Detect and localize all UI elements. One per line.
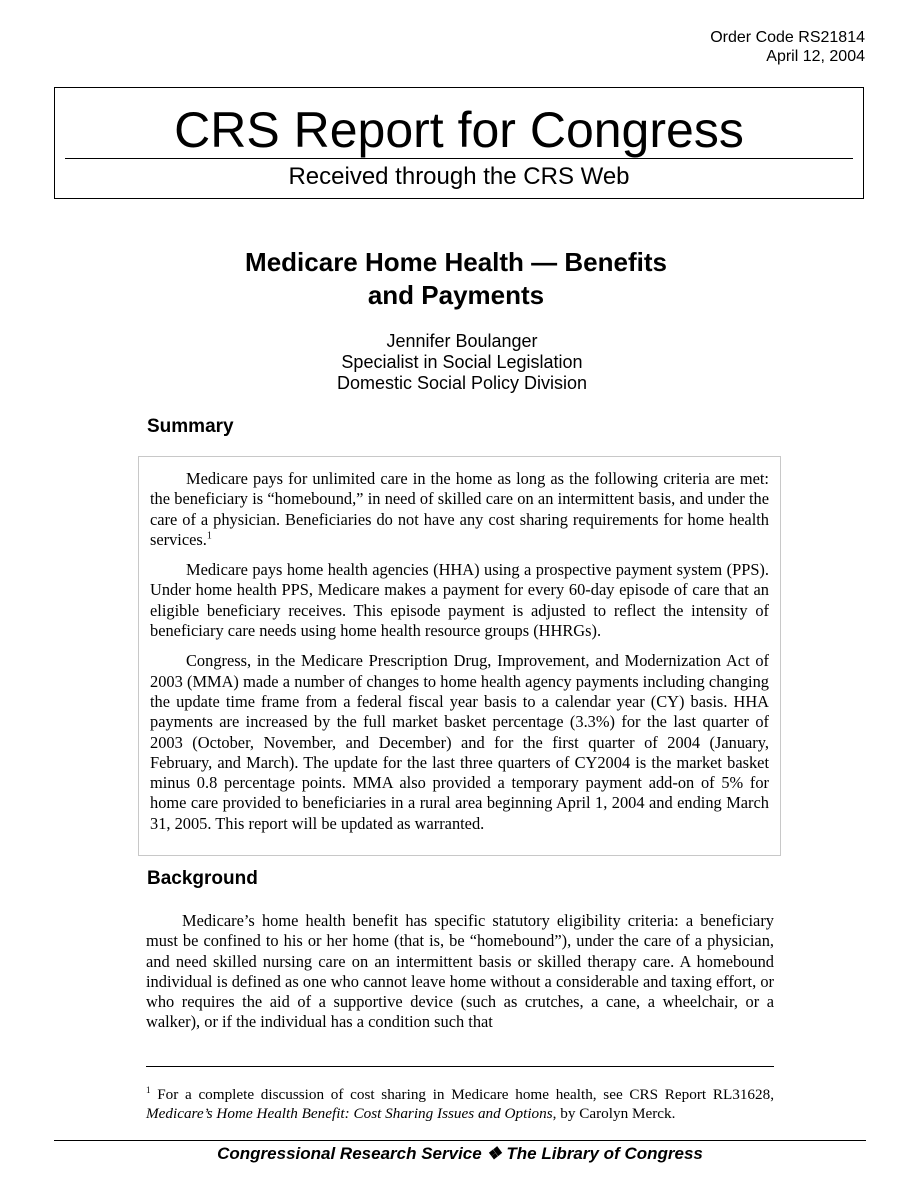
footnote (146, 1085, 774, 1123)
banner-divider (65, 158, 853, 159)
author-name: Jennifer Boulanger (386, 331, 538, 351)
banner-subtitle: Received through the CRS Web (288, 163, 630, 190)
summary-paragraph-1 (150, 469, 769, 550)
crs-banner (54, 87, 864, 199)
footer-text: Congressional Research Service ❖ The Library of Congress (217, 1144, 703, 1163)
report-title-line2: and Payments (367, 280, 545, 310)
summary-box (138, 456, 781, 856)
report-title (0, 246, 912, 312)
author-block (0, 331, 920, 394)
footnote-author: , by Carolyn Merck. (552, 1105, 676, 1122)
report-date: April 12, 2004 (766, 48, 865, 65)
footnote-number: 1 (146, 1084, 151, 1095)
summary-heading: Summary (147, 416, 234, 437)
summary-paragraph-3: Congress, in the Medicare Prescription Drug, Improvement, and Modernization Act of 2003 (MMA) made a number of changes to home health agency payments including changing the update time frame from a federal fiscal year basis to a calendar year (CY) basis. HHA payments are increased by the full market basket percentage (3.3%) for the last quarter of 2003 (October, November, and December) and for the first quarter of 2004 (January, February, and March). The update for the last three quarters of CY2004 is the market basket minus 0.8 percentage points. MMA also provided a temporary payment add-on of 5% for home care provided to beneficiaries in a rural area beginning April 1, 2004 and ending March 31, 2005. This report will be updated as warranted. (150, 651, 769, 833)
summary-p1-text: Medicare pays for unlimited care in the home as long as the following criteria are met: the beneficiary is “homebound,” in need of skilled care on an intermittent basis, and under the care of a physician. Beneficiaries do not have any cost sharing requirements for home health services. (150, 469, 769, 549)
order-code: Order Code RS21814 (710, 29, 865, 46)
order-code-block (710, 28, 865, 66)
footnote-divider (146, 1066, 774, 1067)
background-paragraph-1: Medicare’s home health benefit has specific statutory eligibility criteria: a beneficiary must be confined to his or her home (that is, be “homebound”), under the care of a physician, and need skilled nursing care on an intermittent basis or skilled therapy care. A homebound individual is defined as one who cannot leave home without a considerable and taxing effort, or who requires the aid of a supportive device (such as crutches, a cane, a wheelchair, or a walker), or if the individual has a condition such that (146, 911, 774, 1032)
report-title-line1: Medicare Home Health — Benefits (245, 247, 667, 277)
author-position: Specialist in Social Legislation (341, 352, 583, 372)
footnote-reference[interactable]: 1 (206, 530, 212, 542)
background-heading: Background (147, 868, 258, 889)
background-section (146, 911, 774, 1043)
banner-title: CRS Report for Congress (174, 102, 744, 158)
footnote-text: For a complete discussion of cost sharing in Medicare home health, see CRS Report RL31628, (157, 1086, 774, 1103)
summary-paragraph-2: Medicare pays home health agencies (HHA) using a prospective payment system (PPS). Under home health PPS, Medicare makes a payment for every 60-day episode of care that an eligible beneficiary receives. This episode payment is adjusted to reflect the intensity of beneficiary care needs using home health resource groups (HHRGs). (150, 560, 769, 641)
footer-divider (54, 1140, 866, 1141)
author-division: Domestic Social Policy Division (336, 373, 588, 393)
footnote-cited-title: Medicare’s Home Health Benefit: Cost Sharing Issues and Options (146, 1105, 553, 1122)
